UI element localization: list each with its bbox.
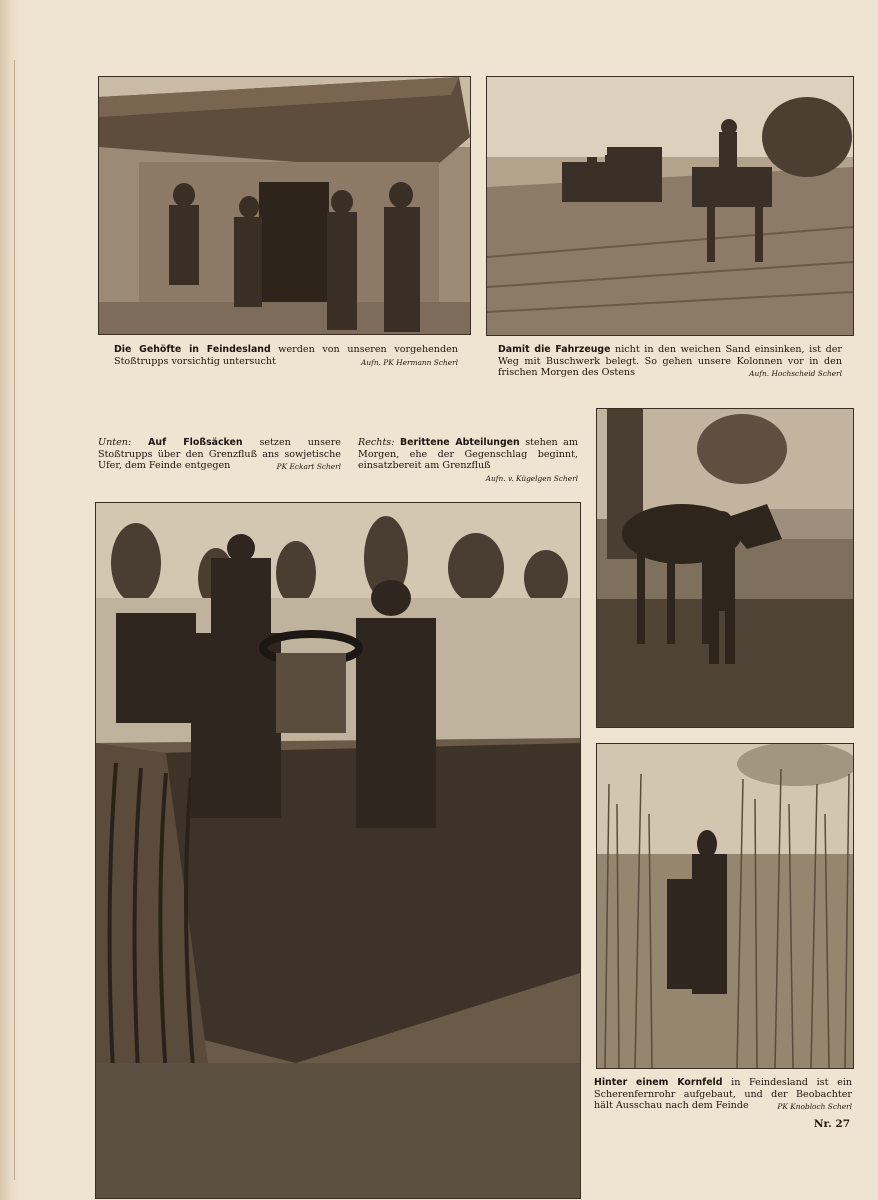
photo-cavalry-horse xyxy=(596,408,854,728)
caption-position-label: Unten: xyxy=(98,437,132,448)
photo-rubber-raft-crossing xyxy=(95,502,581,1199)
caption-farmhouse xyxy=(114,344,458,368)
caption-text: setzen unsere Stoßtrupps über den Grenzfluß ans sowjetische Ufer, dem Feinde entgegen xyxy=(98,437,341,472)
caption-raft-crossing xyxy=(98,437,341,473)
caption-text: nicht in den weichen Sand einsinken, ist der Weg mit Buschwerk belegt. So gehen unsere Kolonnen vor in den frischen Morgen des Ostens xyxy=(498,344,842,379)
photo-credit: Aufn. PK Hermann Scherl xyxy=(360,357,458,367)
caption-text: werden von unseren vorgehenden Stoßtrupps vorsichtig untersucht xyxy=(114,344,458,367)
caption-brush-road xyxy=(498,344,842,380)
caption-position-label: Rechts: xyxy=(358,437,395,448)
photo-farmhouse-soldiers xyxy=(98,76,471,335)
caption-lead: Hinter einem Kornfeld xyxy=(594,1077,723,1088)
caption-lead: Die Gehöfte in Feindesland xyxy=(114,344,271,355)
caption-lead: Damit die Fahrzeuge xyxy=(498,344,611,355)
caption-lead: Auf Floßsäcken xyxy=(148,437,243,448)
page-binding-edge xyxy=(0,0,20,1200)
photo-credit: Aufn. v. Kügelgen Scherl xyxy=(485,473,578,483)
caption-cornfield xyxy=(594,1077,852,1113)
page-number: Nr. 27 xyxy=(813,1118,850,1130)
caption-text: stehen am Morgen, ehe der Gegenschlag beginnt, einsatzbereit am Grenzfluß xyxy=(358,437,578,472)
caption-lead: Berittene Abteilungen xyxy=(399,437,520,448)
photo-credit: Aufn. Hochscheid Scherl xyxy=(749,369,842,379)
photo-credit: PK Eckart Scherl xyxy=(276,462,341,472)
caption-cavalry xyxy=(358,437,578,484)
caption-text: in Feindesland ist ein Scherenfernrohr aufgebaut, und der Beobachter hält Ausschau nach dem Feinde xyxy=(594,1077,852,1112)
photo-column-on-brush-road xyxy=(486,76,854,336)
photo-credit: PK Knobloch Scherl xyxy=(777,1102,852,1112)
photo-cornfield-observer xyxy=(596,743,854,1069)
